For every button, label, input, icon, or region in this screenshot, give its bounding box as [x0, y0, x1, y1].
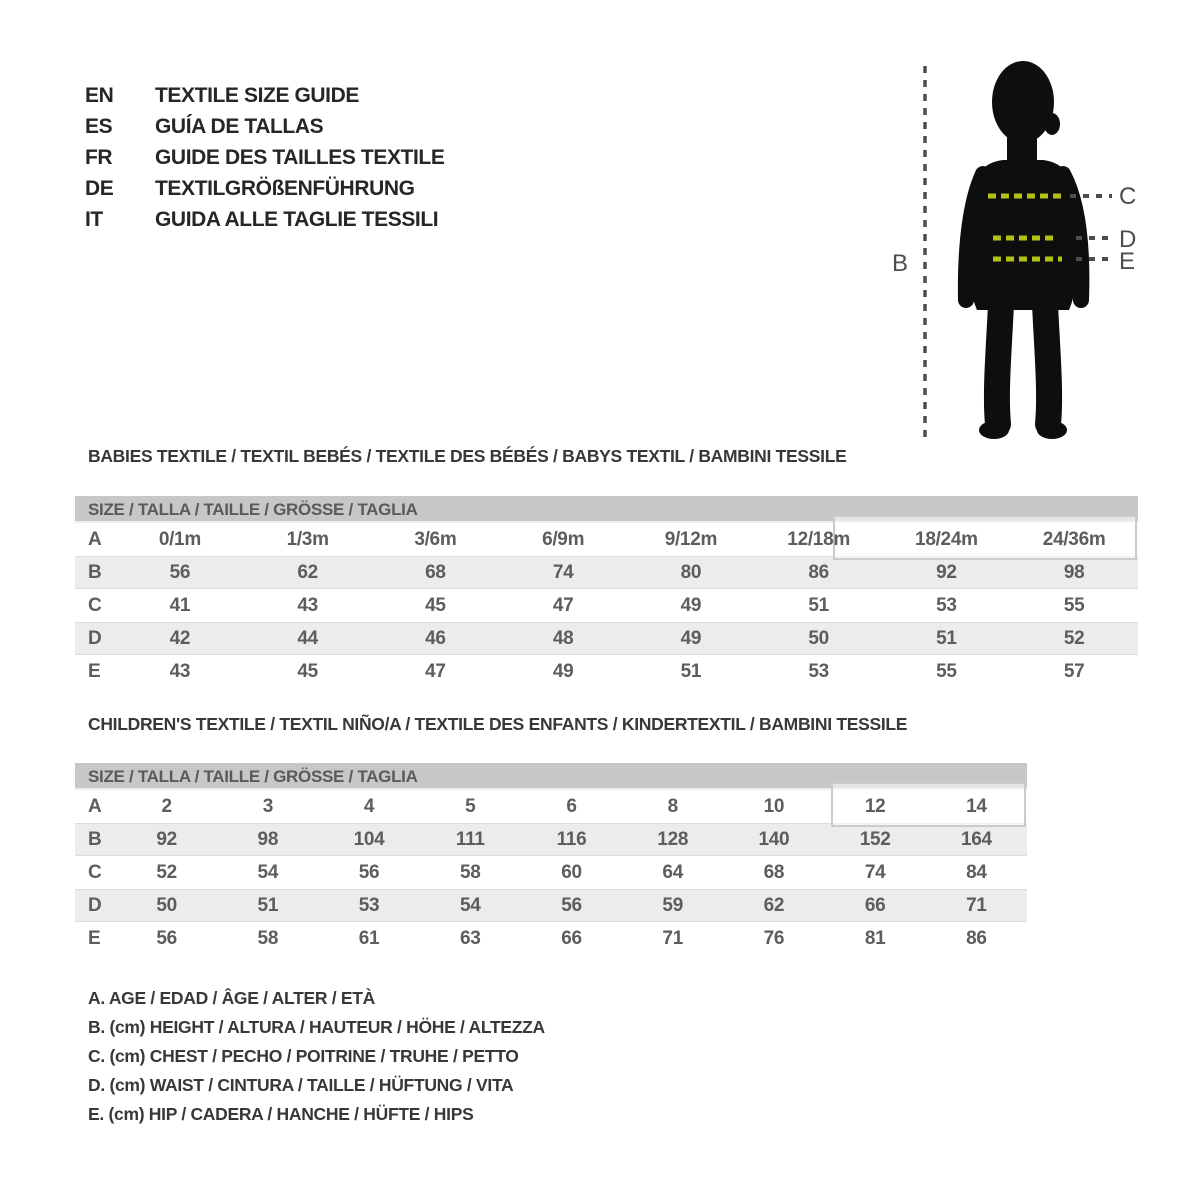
language-row-en [85, 80, 444, 111]
size-value-cell: 128 [657, 828, 689, 850]
size-value-cell: 18/24m [915, 528, 978, 550]
language-code: IT [85, 208, 103, 231]
size-value-cell: 74 [552, 561, 574, 583]
size-value-cell: 14 [966, 795, 987, 817]
size-value-cell: 12 [864, 795, 886, 817]
guide-title-it: GUIDA ALLE TAGLIE TESSILI [155, 208, 439, 231]
language-title-list [85, 80, 444, 235]
size-value-cell: 6/9m [542, 528, 585, 550]
size-value-cell: 152 [859, 828, 891, 850]
size-value-cell: 51 [808, 594, 829, 616]
row-label: D [88, 894, 102, 916]
size-value-cell: 53 [936, 594, 957, 616]
babies-table-row-E [75, 655, 1138, 688]
size-value-cell: 71 [662, 927, 683, 949]
row-label: E [88, 927, 101, 949]
size-value-cell: 50 [808, 627, 829, 649]
size-value-cell: 51 [680, 660, 702, 682]
row-label: D [88, 627, 102, 649]
size-value-cell: 98 [257, 828, 279, 850]
size-value-cell: 60 [561, 861, 582, 883]
size-value-cell: 45 [425, 594, 446, 616]
hip-label: E [1119, 248, 1136, 275]
children-table-row-B [75, 823, 1027, 856]
size-value-cell: 49 [680, 594, 702, 616]
size-value-cell: 76 [763, 927, 785, 949]
size-table-body [75, 523, 1138, 688]
size-value-cell: 57 [1063, 660, 1085, 682]
babies-table-row-D [75, 622, 1138, 655]
size-value-cell: 10 [763, 795, 785, 817]
children-table-row-E [75, 922, 1027, 955]
size-value-cell: 42 [169, 627, 191, 649]
size-value-cell: 46 [425, 627, 446, 649]
size-value-cell: 49 [680, 627, 702, 649]
language-row-de [85, 173, 444, 204]
size-value-cell: 64 [662, 861, 683, 883]
row-label: C [88, 594, 102, 616]
size-value-cell: 56 [169, 561, 191, 583]
size-value-cell: 86 [808, 561, 829, 583]
size-value-cell: 12/18m [787, 528, 850, 550]
size-value-cell: 58 [459, 861, 481, 883]
legend-line-age: A. AGE / EDAD / ÂGE / ALTER / ETÀ [88, 988, 375, 1008]
children-table-row-C [75, 856, 1027, 889]
size-value-cell: 4 [363, 795, 375, 817]
row-label: A [88, 795, 102, 817]
size-value-cell: 24/36m [1042, 528, 1106, 550]
language-code: EN [85, 84, 114, 107]
size-value-cell: 9/12m [664, 528, 718, 550]
size-value-cell: 53 [358, 894, 380, 916]
size-value-cell: 116 [556, 828, 587, 850]
row-label: E [88, 660, 101, 682]
legend-line-chest: C. (cm) CHEST / PECHO / POITRINE / TRUHE / PETTO [88, 1046, 519, 1066]
size-value-cell: 53 [808, 660, 829, 682]
size-value-cell: 56 [561, 894, 582, 916]
size-value-cell: 44 [297, 627, 318, 649]
size-value-cell: 71 [966, 894, 987, 916]
size-value-cell: 1/3m [286, 528, 329, 550]
size-value-cell: 86 [966, 927, 987, 949]
size-value-cell: 49 [552, 660, 574, 682]
size-value-cell: 0/1m [158, 528, 201, 550]
size-value-cell: 55 [936, 660, 957, 682]
size-value-cell: 3 [262, 795, 273, 817]
size-value-cell: 47 [425, 660, 446, 682]
legend-line-height: B. (cm) HEIGHT / ALTURA / HAUTEUR / HÖHE / ALTEZZA [88, 1017, 545, 1037]
size-table-body [75, 790, 1027, 955]
size-value-cell: 111 [455, 828, 485, 850]
size-value-cell: 92 [156, 828, 177, 850]
guide-title-en: TEXTILE SIZE GUIDE [155, 84, 359, 107]
language-code: DE [85, 177, 114, 200]
size-value-cell: 41 [169, 594, 191, 616]
guide-title-fr: GUIDE DES TAILLES TEXTILE [155, 146, 445, 169]
size-value-cell: 66 [561, 927, 582, 949]
size-value-cell: 52 [1063, 627, 1085, 649]
babies-table-row-B [75, 556, 1138, 589]
babies-table-row-C [75, 589, 1138, 622]
size-table-header: SIZE / TALLA / TAILLE / GRÖSSE / TAGLIA [75, 763, 1027, 790]
size-value-cell: 56 [358, 861, 380, 883]
children-table-row-D [75, 889, 1027, 922]
language-code: FR [85, 146, 113, 169]
size-value-cell: 59 [662, 894, 683, 916]
guide-title-es: GUÍA DE TALLAS [155, 115, 324, 138]
size-value-cell: 68 [425, 561, 446, 583]
waist-label: D [1119, 226, 1137, 253]
size-value-cell: 54 [459, 894, 481, 916]
size-value-cell: 50 [156, 894, 177, 916]
size-value-cell: 51 [936, 627, 957, 649]
size-value-cell: 56 [156, 927, 177, 949]
child-silhouette-icon [880, 50, 1180, 470]
size-value-cell: 63 [459, 927, 481, 949]
size-value-cell: 54 [257, 861, 279, 883]
language-row-es [85, 111, 444, 142]
legend-line-hip: E. (cm) HIP / CADERA / HANCHE / HÜFTE / HIPS [88, 1104, 474, 1124]
size-value-cell: 51 [257, 894, 279, 916]
language-row-it [85, 204, 444, 235]
size-value-cell: 58 [257, 927, 279, 949]
size-value-cell: 66 [864, 894, 886, 916]
size-value-cell: 62 [763, 894, 785, 916]
row-label: A [88, 528, 102, 550]
babies-size-table [75, 496, 1138, 688]
size-value-cell: 5 [465, 795, 476, 817]
size-value-cell: 80 [680, 561, 702, 583]
size-value-cell: 48 [552, 627, 574, 649]
babies-section-heading: BABIES TEXTILE / TEXTIL BEBÉS / TEXTILE DES BÉBÉS / BABYS TEXTIL / BAMBINI TESSILE [88, 446, 847, 466]
size-value-cell: 61 [358, 927, 380, 949]
size-value-cell: 62 [297, 561, 318, 583]
size-value-cell: 68 [763, 861, 785, 883]
row-label: C [88, 861, 102, 883]
size-value-cell: 55 [1063, 594, 1085, 616]
size-value-cell: 164 [960, 828, 992, 850]
size-value-cell: 2 [161, 795, 172, 817]
size-value-cell: 43 [169, 660, 191, 682]
language-row-fr [85, 142, 444, 173]
language-code: ES [85, 115, 113, 138]
size-value-cell: 92 [936, 561, 957, 583]
measurement-legend [88, 984, 545, 1129]
size-value-cell: 6 [566, 795, 577, 817]
size-value-cell: 52 [156, 861, 177, 883]
size-value-cell: 8 [667, 795, 678, 817]
size-value-cell: 140 [758, 828, 790, 850]
size-value-cell: 81 [864, 927, 886, 949]
children-section-heading: CHILDREN'S TEXTILE / TEXTIL NIÑO/A / TEXTILE DES ENFANTS / KINDERTEXTIL / BAMBINI TESSILE [88, 714, 908, 734]
size-value-cell: 84 [966, 861, 987, 883]
size-value-cell: 3/6m [414, 528, 457, 550]
silhouette [966, 61, 1081, 439]
size-value-cell: 45 [297, 660, 318, 682]
size-value-cell: 47 [552, 594, 574, 616]
height-label: B [892, 250, 909, 277]
size-value-cell: 74 [864, 861, 886, 883]
measurement-figure [880, 50, 1180, 470]
row-label: B [88, 561, 102, 583]
size-value-cell: 98 [1063, 561, 1085, 583]
guide-title-de: TEXTILGRÖßENFÜHRUNG [155, 177, 415, 200]
legend-line-waist: D. (cm) WAIST / CINTURA / TAILLE / HÜFTUNG / VITA [88, 1075, 514, 1095]
size-value-cell: 43 [297, 594, 318, 616]
size-value-cell: 104 [353, 828, 385, 850]
children-size-table [75, 763, 1027, 955]
size-table-header: SIZE / TALLA / TAILLE / GRÖSSE / TAGLIA [75, 496, 1138, 523]
chest-label: C [1119, 183, 1137, 210]
row-label: B [88, 828, 102, 850]
